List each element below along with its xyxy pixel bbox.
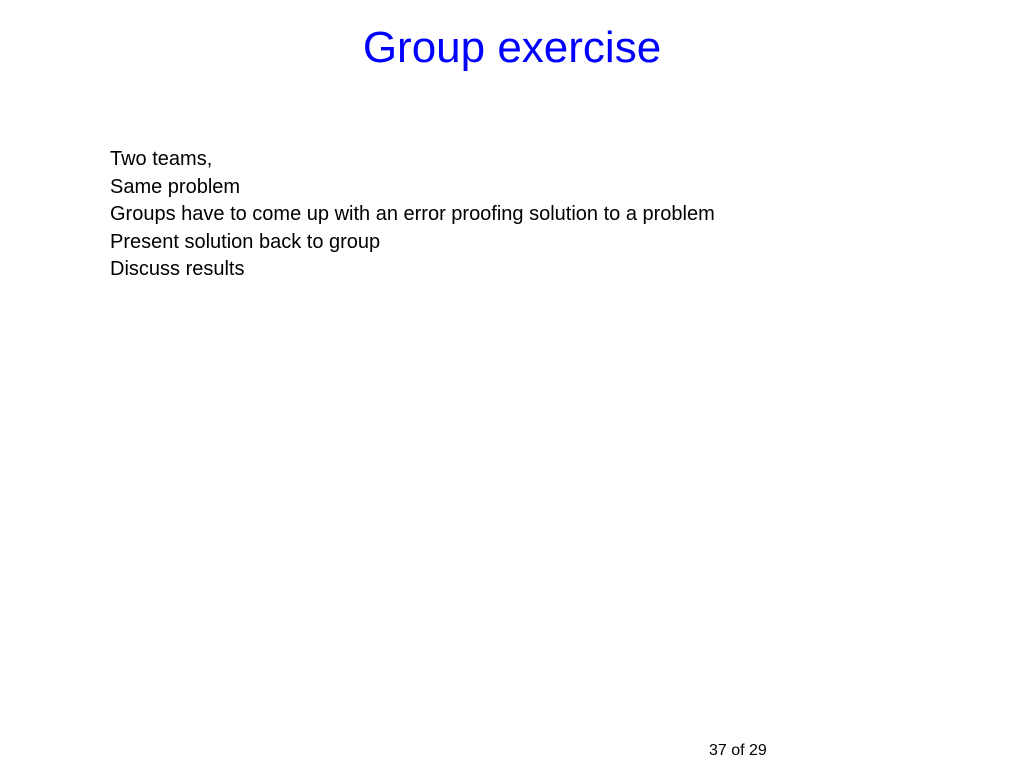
bullet-list <box>110 146 715 284</box>
list-item: Present solution back to group <box>110 230 381 253</box>
page-number: 37 of 29 <box>709 742 767 759</box>
slide-title: Group exercise <box>362 23 662 72</box>
list-item: Same problem <box>110 175 241 198</box>
list-item: Groups have to come up with an error proofing solution to a problem <box>110 203 715 225</box>
list-item: Discuss results <box>110 258 245 280</box>
list-item: Two teams, <box>110 148 213 170</box>
